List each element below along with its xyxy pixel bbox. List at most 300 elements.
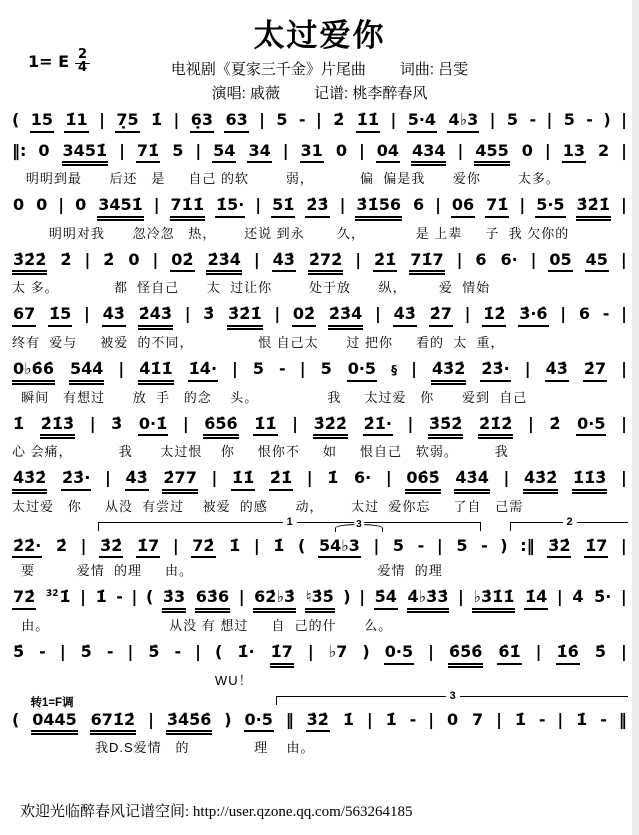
duration-dash: - (116, 587, 123, 607)
duration-dash: - (298, 110, 306, 129)
note-group: 1̇1̇ (231, 467, 255, 491)
note-group: 2̇ (60, 249, 72, 269)
music-line (12, 303, 627, 351)
note-group: 2̇3̇· (61, 467, 91, 491)
note-group: 5̇ (13, 641, 25, 661)
note-group: 4̇3̇2̇ (431, 358, 466, 385)
note-group: 3̇2̇ (547, 535, 571, 559)
note-group: 3̇ (111, 413, 123, 433)
note-group: 0 (128, 249, 140, 269)
note-group: 1̇5· (215, 194, 245, 218)
composer-label: 词曲: 吕雯 (399, 61, 469, 78)
music-line (12, 689, 627, 757)
note-group: 06̇5̇ (405, 467, 440, 494)
music-line (12, 194, 627, 242)
note-group: 6̇5̇6̇ (448, 641, 483, 668)
note-group: 2̇3̇4̇ (328, 303, 363, 330)
note-group: 455 (474, 140, 509, 167)
lyrics-row: 瞬间 有想过 放 手 的念 头。 我 太过爱 你 爱到 自己 (12, 389, 528, 405)
note-group: 4̇3̇ (545, 358, 569, 382)
notation-row (12, 641, 627, 668)
note-group: 6̇5̇6̇ (203, 413, 238, 440)
barline: | (182, 413, 189, 433)
note-group: 51̇ (271, 194, 295, 218)
barline: | (84, 304, 90, 324)
lyrics-row: 明明到最 后还 是 自己 的软 弱， 偏 偏是我 爱你 太多。 (12, 171, 560, 187)
barline: | (339, 195, 346, 215)
lyrics-row: 我D.S爱情 的 理 由。 (12, 740, 315, 756)
volta-number: 1 (283, 516, 297, 528)
note-group: 0♭6̇6̇ (12, 358, 55, 385)
note-group: 31 (300, 140, 324, 164)
note-group: 3̇4̇5̇6̇ (166, 709, 213, 736)
note-group: 0·5 (384, 641, 414, 665)
song-title: 太过爱你 (253, 18, 386, 53)
note-group: 34 (247, 140, 271, 164)
note-group: 4̇3̇ (125, 467, 149, 491)
barline: | (366, 709, 373, 729)
note-group: 15 (30, 109, 54, 133)
note-group: 1̇4̇· (188, 358, 218, 382)
note-group: 0 (36, 195, 48, 215)
footer-note: 欢迎光临醉春风记谱空间: http://user.qzone.qq.com/563264185 (20, 804, 413, 820)
barline: | (621, 413, 627, 433)
barline: | (153, 195, 160, 215)
lyrics-row: 要 爱情 的理 由。 爱情 的理 (12, 563, 443, 579)
barline: | (464, 304, 471, 324)
tuplet-bracket (335, 518, 383, 532)
music-line (12, 586, 627, 634)
note-group: 3̇1̇56 (355, 194, 402, 221)
barline: | (458, 587, 464, 607)
note-group: 71̇1̇ (170, 194, 205, 221)
transcriber-label: 记谱: 桃李醉春风 (314, 85, 428, 102)
barline: | (306, 468, 313, 488)
barline: | (435, 195, 441, 215)
note-group: ♭3̇1̇1̇ (472, 586, 515, 613)
barline: | (407, 413, 414, 433)
note-group: 2̇1̇2̇ (478, 413, 513, 440)
parenthesis: ) (500, 535, 508, 555)
barline: | (184, 304, 191, 324)
note-group: 0 (13, 195, 25, 215)
notation-row (12, 586, 627, 613)
note-group: 7 (472, 709, 484, 729)
barline: | (211, 468, 218, 488)
note-group: 71̇ (485, 194, 509, 218)
note-group: 2̇4̇3̇ (138, 303, 173, 330)
note-group: 5 (392, 535, 405, 555)
note-group: 1̇7 (136, 535, 160, 559)
note-group: 4̇3̇4̇ (454, 467, 489, 494)
note-group: 5 (506, 110, 519, 129)
barline: | (524, 358, 531, 378)
segno-icon: § (391, 362, 398, 377)
singer-label: 演唱: 戚薇 (211, 85, 280, 102)
barline: | (620, 535, 627, 555)
barline: | (292, 413, 298, 433)
score (0, 103, 639, 756)
note-group: 1̇4̇ (524, 586, 548, 610)
lyrics-row: WU！ (12, 672, 253, 688)
barline: | (489, 110, 496, 129)
key-change-note: 转1=F调 (30, 696, 74, 709)
note-group: 1̇ (229, 535, 241, 555)
note-group: 0·5 (244, 709, 274, 733)
note-group: 0 (446, 709, 459, 729)
note-group: 2̇7 (429, 303, 453, 327)
note-group: 72̇ (12, 586, 36, 610)
note-group: 4̇3̇ (393, 303, 417, 327)
barline: | (253, 249, 260, 269)
parenthesis: ( (12, 110, 20, 129)
note-group: 54 (212, 140, 236, 164)
note-group: 3̇5̇2̇ (428, 413, 463, 440)
barline: | (148, 709, 154, 729)
duration-dash: - (279, 358, 286, 378)
notation-row (12, 109, 627, 133)
note-group: 5̇ (80, 641, 92, 661)
note-group: 3̇ (203, 304, 215, 324)
note-group: 1̇2̇ (482, 303, 506, 327)
scan-edge-artifact (632, 0, 639, 835)
notation-row (12, 535, 627, 559)
note-group: 5 (172, 140, 184, 160)
note-group: 5 (320, 358, 332, 378)
note-group: 45 (585, 249, 609, 273)
barline: | (131, 587, 138, 607)
note-group: 2 (597, 140, 610, 160)
note-group: 1̇ (342, 709, 354, 729)
notation-row (12, 467, 627, 494)
notation-row (12, 413, 627, 440)
volta-bracket-1 (98, 515, 481, 531)
note-group: 5̇ (594, 641, 606, 661)
barline: | (173, 110, 180, 129)
barline: | (282, 140, 289, 160)
barline: | (620, 195, 627, 215)
barline: | (358, 140, 365, 160)
note-group: 5 (276, 110, 288, 129)
note-group: 2̇3̇· (480, 358, 510, 382)
barline: | (496, 709, 502, 729)
lyrics-row: 终有 爱与 被爱 的不同， 恨 自己太 过 把你 看的 太 重， (12, 334, 505, 350)
duration-dash: - (529, 110, 537, 129)
barline: | (80, 535, 87, 555)
duration-dash: - (538, 709, 546, 729)
note-group: 63̇6 (195, 586, 230, 613)
note-group: 2̇3̇ (305, 194, 329, 218)
barline: | (436, 535, 443, 555)
note-group: 1̇1̇3̇ (572, 467, 607, 494)
barline: | (527, 413, 534, 433)
key-label: 1= E (28, 51, 70, 71)
note-group: 6̇1̇ (497, 641, 521, 665)
notation-row (12, 709, 627, 736)
barline: | (390, 110, 397, 129)
barline: | (535, 641, 542, 661)
notation-row (12, 358, 627, 385)
barline: | (315, 110, 322, 129)
barline: | (274, 304, 281, 324)
note-group: 1̇ (514, 709, 526, 729)
barline: | (546, 110, 553, 129)
duration-dash: - (600, 709, 607, 729)
note-group: 3̇·6̇ (518, 303, 548, 327)
duration-dash: - (39, 641, 46, 661)
note-group: 1̇1̇ (253, 413, 277, 437)
barline: ‖ (618, 709, 627, 729)
notation-row (12, 303, 627, 330)
barline: | (127, 641, 134, 661)
barline: | (255, 195, 262, 215)
duration-dash: - (174, 641, 182, 661)
barline: | (152, 249, 159, 269)
volta-number: 2 (563, 516, 577, 528)
barline: | (519, 195, 526, 215)
note-group: 1̇ (576, 709, 588, 729)
lyrics-row: 心 会痛， 我 太过恨 你 恨你不 如 恨自己 软弱。 我 (12, 444, 509, 460)
barline: | (195, 641, 201, 661)
note-group: 2̇ (55, 535, 68, 555)
duration-dash: - (602, 304, 610, 324)
parenthesis: ( (298, 535, 306, 555)
parenthesis: ( (215, 641, 223, 661)
barline: | (355, 249, 362, 269)
credit-row-2 (0, 82, 639, 103)
note-group: 7̣5 (115, 109, 139, 133)
parenthesis: ) (362, 641, 370, 661)
time-signature-numerator: 2 (75, 47, 90, 64)
barline: | (99, 110, 105, 129)
note-group: 54♭3 (318, 535, 361, 559)
note-group: 4̇3̇ (102, 303, 126, 327)
parenthesis: ) (224, 709, 232, 729)
barline: | (385, 468, 392, 488)
music-line (12, 515, 627, 580)
volta-bracket-3 (276, 689, 628, 705)
barline: | (118, 358, 125, 378)
barline: | (503, 468, 510, 488)
barline: | (253, 535, 260, 555)
barline: | (373, 535, 380, 555)
duration-dash: - (409, 709, 417, 729)
note-group: 5 (456, 535, 468, 555)
lyrics-row: 由。 从没 有 想过 自 己的什 么。 (12, 617, 393, 633)
barline: | (621, 110, 627, 129)
parenthesis: ( (12, 709, 20, 729)
barline: | (411, 358, 417, 378)
duration-dash: - (586, 110, 593, 129)
note-group: ♮3̇5̇ (305, 586, 335, 613)
note-group: 2̇ (103, 249, 115, 269)
barline: | (556, 587, 563, 607)
note-group: 54̇4̇ (69, 358, 104, 385)
key-signature (28, 48, 90, 74)
parenthesis: ) (343, 587, 351, 607)
note-group: 0 (75, 195, 87, 215)
barline: ‖ (285, 709, 294, 729)
barline: | (307, 641, 314, 661)
note-group: 2̇ (549, 413, 561, 433)
note-group: 02̇ (170, 249, 194, 273)
note-group: 62̇♭3̇ (253, 586, 296, 613)
note-group: 71̇7 (409, 249, 444, 276)
barline: | (544, 140, 551, 160)
note-group: 2̇72̇ (308, 249, 343, 276)
note-group: 2̇2̇· (12, 535, 42, 559)
note-group: 5̇ (148, 641, 160, 661)
note-group: 4♭3 (447, 109, 479, 133)
note-group: 434 (411, 140, 446, 167)
note-group: 0·5 (347, 358, 377, 382)
note-group: 3̇2̇2̇ (12, 249, 47, 276)
note-group: 1̇ (150, 110, 163, 129)
note-group: 5 (252, 358, 265, 378)
barline: | (620, 641, 627, 661)
note-group: 02̇ (292, 303, 316, 327)
note-group: 3̇2̇ (99, 535, 123, 559)
barline: | (58, 195, 65, 215)
notation-row (12, 249, 627, 276)
barline: | (530, 249, 537, 269)
note-group: 2̇1̇3̇ (40, 413, 75, 440)
header (0, 0, 639, 103)
source-label: 电视剧《夏家三千金》片尾曲 (170, 61, 366, 78)
music-line (12, 249, 627, 297)
note-group: 2̇1̇ (269, 467, 293, 491)
duration-dash: - (481, 535, 488, 555)
lyrics-row: 太 多。 都 怪自己 太 过让你 处于放 纵， 爱 情始 (12, 280, 491, 296)
note-group: 71̇ (136, 140, 160, 164)
note-group: 4̇ (572, 587, 584, 607)
barline: | (259, 110, 265, 129)
note-group: 5 (563, 110, 575, 129)
barline: | (359, 587, 366, 607)
note-group: 6· (354, 468, 372, 488)
note-group: 1̇· (237, 641, 255, 661)
music-line (12, 109, 627, 133)
barline: :‖ (520, 535, 535, 555)
barline: | (621, 304, 627, 324)
note-group: 1̇1 (64, 109, 88, 133)
grace-notes: 3̇2̇ (45, 589, 59, 600)
barline: | (457, 140, 464, 160)
note-group: 671̇2̇ (90, 709, 137, 736)
note-group: 67 (12, 303, 36, 327)
note-group: 0·1̇ (138, 413, 168, 437)
parenthesis: ) (603, 110, 611, 129)
note-group: 6 (475, 249, 487, 269)
barline: | (238, 587, 245, 607)
note-group: 5·4 (407, 109, 437, 133)
note-group: 1̇ (13, 413, 25, 433)
note-group: 2̇3̇4̇ (206, 249, 241, 276)
note-group: 1̇ (95, 587, 107, 607)
note-group: 3̇2̇1̇ (227, 303, 262, 330)
note-group: 3̇2̇2̇ (313, 413, 348, 440)
note-group: 0·5 (576, 413, 606, 437)
note-group: 2̇77 (162, 467, 197, 494)
music-line (12, 358, 627, 406)
note-group: 4̇♭3̇3̇ (407, 586, 450, 613)
note-group: 63 (224, 109, 248, 133)
note-group: 0 (521, 140, 533, 160)
note-group: 1̇7 (584, 535, 608, 559)
note-group: 0 (335, 140, 347, 160)
note-group: 6 (578, 304, 590, 324)
volta-bracket-2 (510, 515, 628, 531)
barline: | (105, 468, 111, 488)
barline: | (172, 535, 179, 555)
note-group: 2̇1̇ (373, 249, 397, 273)
note-group: 3451̇ (62, 140, 109, 167)
lyrics-row: 太过爱 你 从没 有尝过 被爱 的感 动， 太过 爱你忘 了自 己需 (12, 498, 524, 514)
note-group: 4̇3̇2̇ (523, 467, 558, 494)
note-group: 3̇3 (162, 586, 186, 613)
barline: | (375, 304, 381, 324)
note-group: 2̇ (333, 110, 345, 129)
barline: | (428, 641, 434, 661)
note-group: 5̇4̇ (374, 586, 398, 610)
duration-dash: - (106, 641, 114, 661)
note-group: 3̇2̇1̇ (576, 194, 611, 221)
barline: | (557, 709, 564, 729)
barline: ‖: (12, 140, 27, 160)
barline: | (620, 587, 627, 607)
note-group: 1̇ (385, 709, 397, 729)
music-line (12, 641, 627, 689)
note-group: 1̇6̇ (556, 641, 580, 665)
note-group: 05 (548, 249, 572, 273)
notation-row (12, 194, 627, 221)
note-group: 1̇ (327, 468, 339, 488)
note-group: 3̇2̇ (306, 709, 330, 733)
barline: | (456, 249, 463, 269)
barline: | (59, 641, 66, 661)
barline: | (299, 358, 306, 378)
barline: | (84, 249, 91, 269)
time-signature (75, 48, 90, 74)
note-group: 6· (500, 249, 518, 269)
note-group: 1̇5 (48, 303, 72, 327)
music-line (12, 467, 627, 515)
note-group: 2̇1̇· (363, 413, 393, 437)
note-group: 06 (451, 194, 475, 218)
note-group: 6̣3 (190, 109, 214, 133)
note-group: 0445 (31, 709, 78, 736)
note-group: 1̇1̇ (356, 109, 380, 133)
barline: | (80, 587, 86, 607)
note-group: 4̇3̇2̇ (12, 467, 47, 494)
notation-row (12, 140, 627, 167)
note-group: $^{3̇2̇}$1̇ (45, 587, 71, 607)
barline: | (621, 468, 627, 488)
barline: | (620, 249, 627, 269)
note-group: 72̇ (191, 535, 215, 559)
note-group: 04 (376, 140, 400, 164)
barline: | (195, 140, 202, 160)
note-group: 5̇· (594, 587, 612, 607)
credit-row-1 (0, 58, 639, 79)
note-group: 3451̇ (97, 194, 144, 221)
lyrics-row: 明明对我 忽冷忽 热， 还说 到永 久， 是 上辈 子 我 欠你的 (12, 225, 570, 241)
barline: | (232, 358, 238, 378)
barline: | (621, 358, 627, 378)
note-group: 1̇7 (270, 641, 294, 668)
note-group: ♭7 (328, 641, 348, 661)
note-group: 4̇3̇ (272, 249, 296, 273)
